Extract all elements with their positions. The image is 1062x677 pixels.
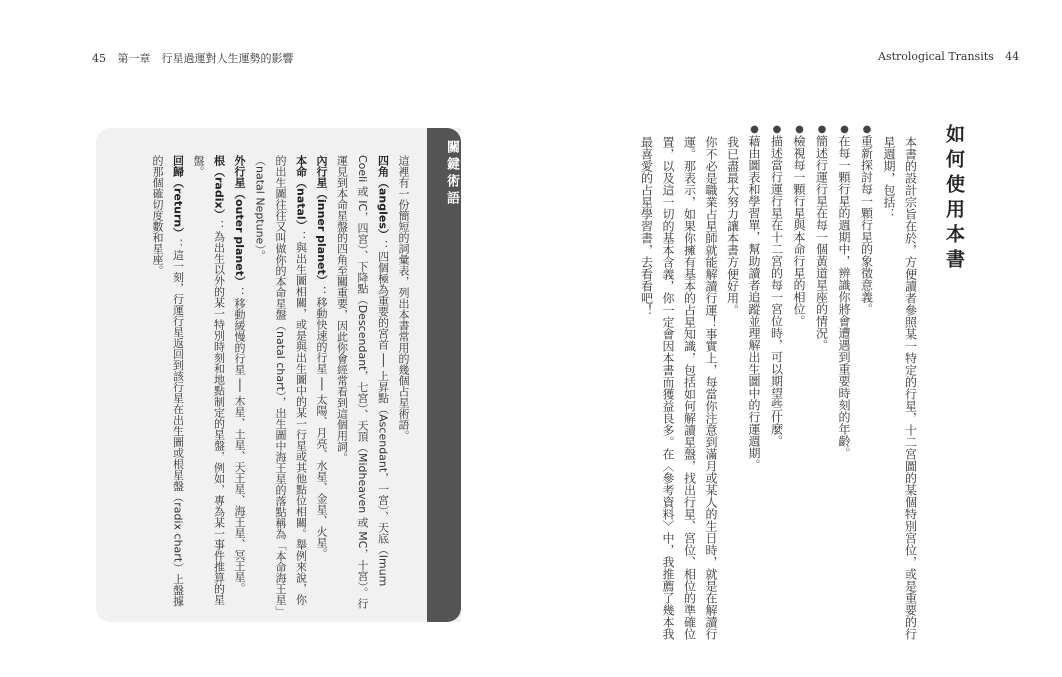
list-item [833, 124, 856, 644]
list-item [765, 124, 788, 644]
list-item-text: 在每一顆行星的週期中，辨識你將會遭遇到重要時刻的年齡。 [837, 135, 851, 459]
left-chapter-title: 第一章 行星過運對人生運勢的影響 [117, 52, 294, 65]
right-page-body [635, 124, 964, 644]
glossary-term: 外行星（outer planet） [233, 155, 246, 287]
glossary-entry [229, 144, 250, 614]
bullet-icon: ● [794, 124, 805, 135]
left-page-number: 45 [92, 52, 106, 65]
glossary-definition: ：四個極為重要的宮首 ── 上昇點（Ascendant，一宮）、天底（Imum Coeli 或 IC，四宮）、下降點（Descendant，七宮）、天頂（Midheaven 或 MC，十宮）。行運見到本命星盤的四角至關重要，因此你會經常看到這個用詞。 [335, 155, 390, 609]
glossary-entry [311, 144, 332, 614]
feature-list [743, 124, 878, 644]
glossary-entry [249, 144, 311, 614]
list-item [743, 124, 766, 644]
left-running-header [92, 50, 294, 66]
body-paragraph: 你不必是職業占星師就能解讀行運！事實上，每當你注意到滿月或某人的生日時，就是在解讀行運。那表示，如果你擁有基本的占星知識，包括如何解讀星盤，找出行星、宮位、相位的準確位置，以及這一切的基本含義，你一定會因本書而獲益良多。在〈參考資料〉中，我推薦了幾本我最喜愛的占星學習書，去看看吧！ [639, 136, 718, 640]
glossary-term: 內行星（inner planet） [315, 155, 328, 286]
list-item-text: 重新探討每一顆行星的象徵意義。 [859, 135, 874, 315]
right-running-header [878, 50, 1019, 63]
glossary-definition: ：移動緩慢的行星 ── 木星、土星、天王星、海王星、冥王星。 [233, 286, 246, 594]
list-item-text: 描述當行運行星在十二宮的每一宮位時，可以期望些什麼。 [769, 135, 784, 447]
glossary-definition: ：移動快速的行星 ── 太陽、月亮、水星、金星、火星。 [315, 285, 328, 560]
list-item [788, 124, 811, 644]
glossary-entry [188, 144, 229, 614]
glossary-definition: ：這一刻，行運行星返回到該行星在出生圖或根星盤（radix chart）上盤據的那個確切度數和星座。 [151, 155, 185, 607]
glossary-entry [147, 144, 188, 614]
right-page-number: 44 [1005, 50, 1020, 63]
bullet-icon: ● [839, 124, 850, 135]
list-item [855, 124, 878, 644]
glossary-definition: ：與出生圖相關，或是與出生圖中的某一行星或其他點位相關。舉例來說，你的出生圖往往又叫做你的本命星盤（natal chart），出生圖中海王星的落點稱為「本命海王星」（natal Neptune）。 [253, 155, 308, 611]
bullet-icon: ● [861, 124, 873, 135]
glossary-term: 回歸（return） [171, 155, 185, 239]
bullet-icon: ● [816, 124, 828, 135]
list-item-text: 簡述行運行星在每一個黃道星座的情況。 [814, 135, 829, 351]
page-title: 如何使用本書 [943, 124, 965, 274]
bullet-icon: ● [771, 124, 783, 135]
glossary-term: 四角（angles） [376, 155, 390, 240]
body-paragraph: 我已盡最大努力讓本書方便好用。 [725, 136, 740, 316]
glossary-tab [427, 128, 461, 622]
glossary-term: 根（radix） [212, 155, 226, 220]
list-item-text: 藉由圖表和學習單，幫助讀者追蹤並理解出生圖中的行運週期。 [747, 135, 761, 471]
bullet-icon: ● [749, 124, 760, 135]
right-book-title: Astrological Transits [878, 50, 994, 63]
list-item [810, 124, 833, 644]
glossary-intro: 這裡有一份簡短的詞彙表，列出本書常用的幾個占星術語。 [397, 155, 410, 441]
glossary-box [96, 128, 461, 622]
glossary-body [147, 144, 414, 614]
list-item-text: 檢視每一顆行星與本命行星的相位。 [792, 135, 806, 327]
glossary-entry [331, 144, 393, 614]
glossary-definition: ：為出生以外的某一特別時刻和地點制定的星盤，例如，專為某一事件推算的星盤。 [192, 155, 226, 605]
intro-paragraph: 本書的設計宗旨在於，方便讀者參照某一特定的行星，十二宮圖的某個特別宮位，或是重要的行星週期，包括： [882, 136, 918, 640]
glossary-term: 本命（natal） [294, 155, 308, 231]
glossary-title: 關鍵術語 [444, 140, 459, 208]
